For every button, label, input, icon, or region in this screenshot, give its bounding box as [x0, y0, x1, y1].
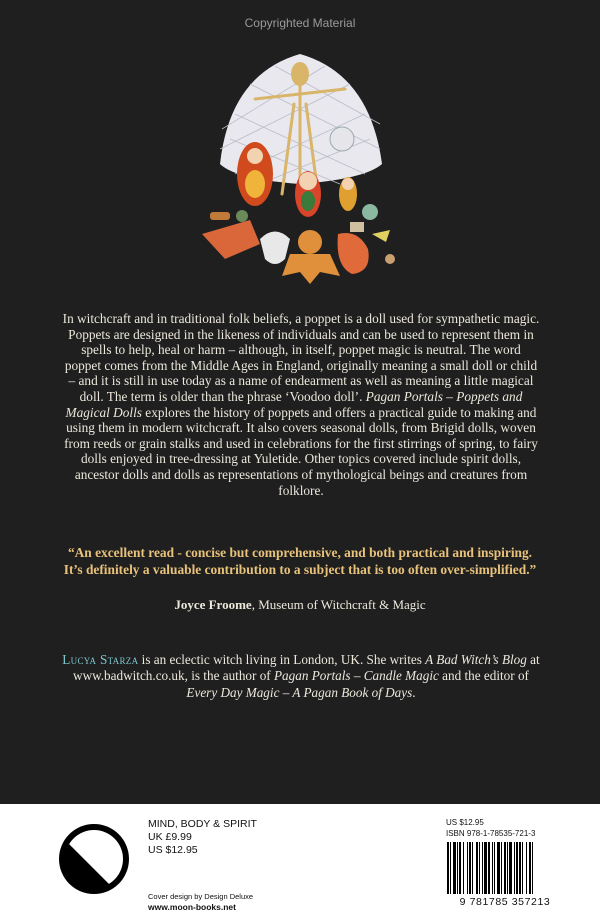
- other-book-title: Pagan Portals – Candle Magic: [274, 668, 439, 684]
- blog-title: A Bad Witch’s Blog: [425, 652, 527, 667]
- category-label: MIND, BODY & SPIRIT: [148, 818, 257, 830]
- bio-text-2: at www.badwitch.co.uk, is the author of: [73, 652, 540, 684]
- watermark: Copyrighted Material: [244, 16, 356, 30]
- bio-text-3: and the editor of: [438, 668, 529, 684]
- bio-text-1: is an eclectic witch living in London, UK. She writes: [138, 652, 426, 667]
- description-text-2: explores the history of poppets and offers a practical guide to making and using them in modern witchcraft. It also covers seasonal dolls, from Brigid dolls, woven from reeds or grain stalks and used in celebrations for the first stirrings of spring, to fairy dolls enjoyed in tree-dressing at Yuletide. Other topics covered include spirit dolls, ancestor dolls and dolls as representations of mythological beings and creatures from folklore.: [64, 404, 538, 498]
- cloth-poppets: [202, 220, 395, 284]
- review-quote: “An excellent read - concise but comprehensive, and both practical and inspiring. It’s definitely a valuable contribution to a subject that is too often over-simplified.”: [63, 545, 537, 577]
- quote-author: Joyce Froome: [174, 597, 252, 612]
- barcode-digits: 9 781785 357213: [459, 896, 551, 908]
- moon-books-logo-icon: [57, 822, 131, 896]
- isbn-label: ISBN 978-1-78535-721-3: [446, 829, 536, 838]
- quote-affiliation: , Museum of Witchcraft & Magic: [251, 597, 426, 612]
- bio-text-4: .: [412, 684, 416, 700]
- cover-design-credit: Cover design by Design Deluxe: [148, 892, 254, 901]
- credits: [148, 892, 253, 912]
- barcode-icon: [446, 842, 564, 894]
- book-description: [62, 311, 540, 498]
- edited-book-title: Every Day Magic – A Pagan Book of Days: [186, 684, 413, 700]
- category-prices: [148, 818, 257, 857]
- poppets-photo: [190, 44, 410, 284]
- barcode-price: US $12.95: [446, 818, 484, 827]
- publisher-website: www.moon-books.net: [148, 902, 236, 912]
- author-bio: [62, 652, 540, 701]
- description-text-1: In witchcraft and in traditional folk beliefs, a poppet is a doll used for sympathetic magic. Poppets are designed in the likeness of individuals and can be used to represent them in spells to help, heal or harm – although, in itself, poppet magic is neutral. The word poppet comes from the Middle Ages in England, originally meaning a small doll or child – and it is still in use today as a name of endearment as well as meaning a little magical doll. The term is older than the phrase ‘Voodoo doll’.: [62, 311, 540, 404]
- price-uk: UK £9.99: [148, 831, 192, 843]
- quote-attribution: [60, 597, 540, 613]
- price-us: US $12.95: [148, 844, 198, 856]
- book-title-italic: Pagan Portals – Poppets and Magical Dolls: [65, 388, 523, 420]
- author-name: Lucya Starza: [62, 652, 139, 667]
